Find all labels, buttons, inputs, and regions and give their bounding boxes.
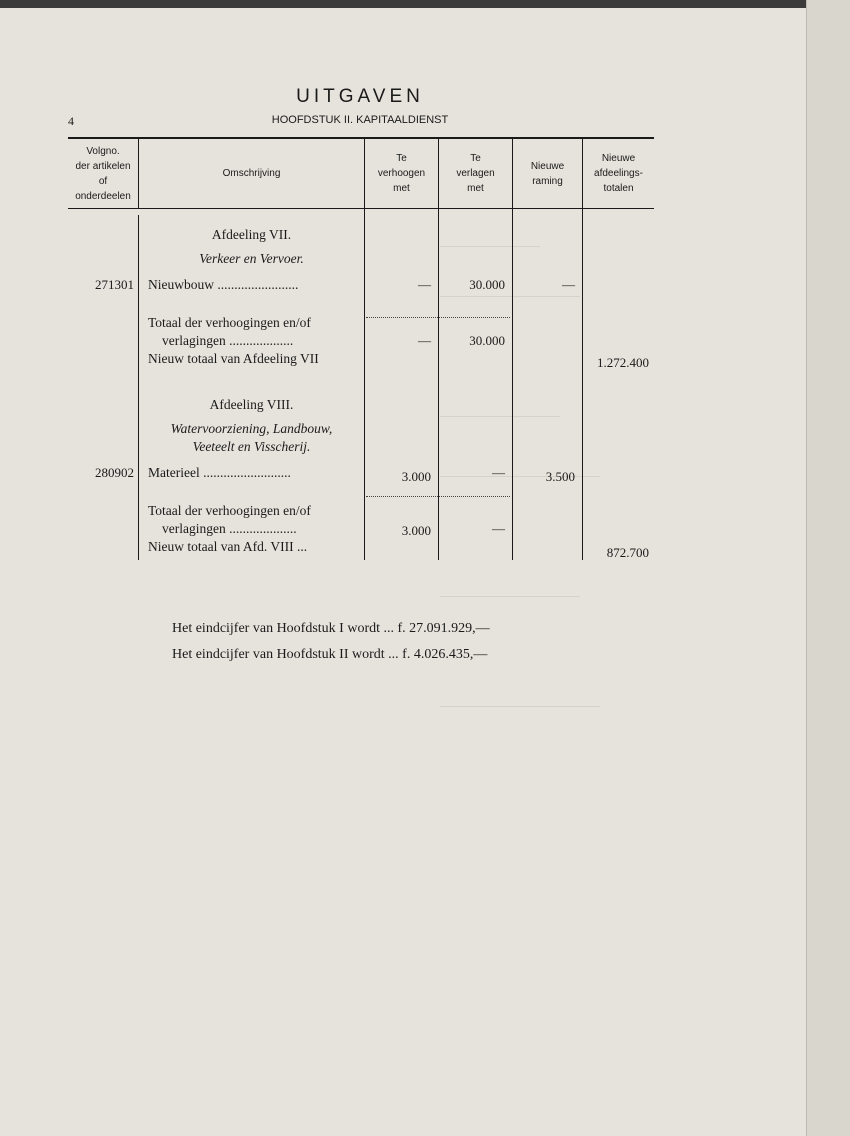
item-verhoogen: — xyxy=(418,277,431,292)
header-volgno-line-1: Volgno. xyxy=(86,146,120,157)
header-volgno-line-4: onderdeelen xyxy=(75,191,131,202)
header-raming-line-1: Nieuwe xyxy=(530,161,565,172)
total-label-text: verlagingen xyxy=(162,521,226,536)
summary-currency: f. xyxy=(402,647,411,662)
header-volgno xyxy=(68,144,138,204)
total-label-line-2: verlagingen .................... xyxy=(162,521,297,536)
item-raming: 3.500 xyxy=(545,469,575,484)
new-total-label: Nieuw totaal van Afdeeling VII xyxy=(148,351,319,366)
summary-label: Het eindcijfer van Hoofdstuk II wordt ... xyxy=(172,647,399,662)
new-total-value: 872.700 xyxy=(606,545,649,560)
section-vii-heading: Afdeeling VII. xyxy=(211,227,292,242)
section-vii-subheading: Verkeer en Vervoer. xyxy=(199,251,304,266)
total-label-line-1: Totaal der verhoogingen en/of xyxy=(148,315,311,330)
header-volgno-line-3: of xyxy=(98,176,108,187)
section-viii-heading: Afdeeling VIII. xyxy=(209,397,294,412)
summary-line-1 xyxy=(172,620,490,638)
summary-label: Het eindcijfer van Hoofdstuk I wordt ... xyxy=(172,621,394,636)
table-header-rule xyxy=(68,208,654,209)
summary-currency: f. xyxy=(397,621,406,636)
item-label-materieel: Materieel .......................... xyxy=(148,465,291,480)
total-label-text: verlagingen xyxy=(162,333,226,348)
header-verhoogen-line-2: verhoogen xyxy=(377,168,426,179)
total-verhoogen: — xyxy=(418,333,431,348)
header-raming-line-2: raming xyxy=(532,176,563,187)
item-label-text: Nieuwbouw xyxy=(148,277,214,292)
item-code-271301: 271301 xyxy=(95,277,134,292)
item-label-nieuwbouw: Nieuwbouw ........................ xyxy=(148,277,299,292)
summary-line-2 xyxy=(172,646,487,664)
summary-value: 27.091.929,— xyxy=(409,621,490,636)
header-verlagen xyxy=(439,151,512,196)
table-top-rule xyxy=(68,137,654,139)
page-number: 4 xyxy=(68,114,74,128)
bleed-through xyxy=(440,236,740,740)
header-afdeelingstotalen xyxy=(583,151,654,196)
page-subtitle: HOOFDSTUK II. KAPITAALDIENST xyxy=(271,114,449,126)
col-divider-4 xyxy=(512,139,513,560)
page-title: UITGAVEN xyxy=(296,86,424,107)
item-code-280902: 280902 xyxy=(95,465,134,480)
adjacent-page-edge xyxy=(806,0,850,1136)
header-volgno-line-2: der artikelen xyxy=(75,161,131,172)
section-viii-subheading-2: Veeteelt en Visscherij. xyxy=(192,439,311,454)
total-verlagen: — xyxy=(492,521,505,536)
total-verlagen: 30.000 xyxy=(469,333,505,348)
total-label-line-1: Totaal der verhoogingen en/of xyxy=(148,503,311,518)
new-total-label: Nieuw totaal van Afd. VIII ... xyxy=(148,539,308,554)
new-total-value: 1.272.400 xyxy=(597,355,649,370)
header-omschrijving: Omschrijving xyxy=(222,168,281,179)
header-verhoogen xyxy=(365,151,438,196)
header-totalen-line-3: totalen xyxy=(603,183,634,194)
item-verlagen: 30.000 xyxy=(469,277,505,292)
item-label-text: Materieel xyxy=(148,465,200,480)
header-verlagen-line-2: verlagen xyxy=(456,168,495,179)
header-totalen-line-1: Nieuwe xyxy=(601,153,636,164)
item-verlagen: — xyxy=(492,465,505,480)
subtotal-dotted-rule xyxy=(366,317,510,318)
header-raming xyxy=(513,159,582,189)
total-label-line-2: verlagingen ................... xyxy=(162,333,294,348)
header-verhoogen-line-3: met xyxy=(393,183,410,194)
item-verhoogen: 3.000 xyxy=(401,469,431,484)
header-verlagen-line-1: Te xyxy=(470,153,481,164)
header-verhoogen-line-1: Te xyxy=(396,153,407,164)
total-verhoogen: 3.000 xyxy=(401,523,431,538)
col-divider-5 xyxy=(582,139,583,560)
subtotal-dotted-rule xyxy=(366,496,510,497)
summary-value: 4.026.435,— xyxy=(413,647,488,662)
header-totalen-line-2: afdeelings- xyxy=(594,168,643,179)
document-page xyxy=(0,8,806,1136)
section-viii-subheading-1: Watervoorziening, Landbouw, xyxy=(170,421,333,436)
item-raming: — xyxy=(562,277,575,292)
header-verlagen-line-3: met xyxy=(467,183,484,194)
